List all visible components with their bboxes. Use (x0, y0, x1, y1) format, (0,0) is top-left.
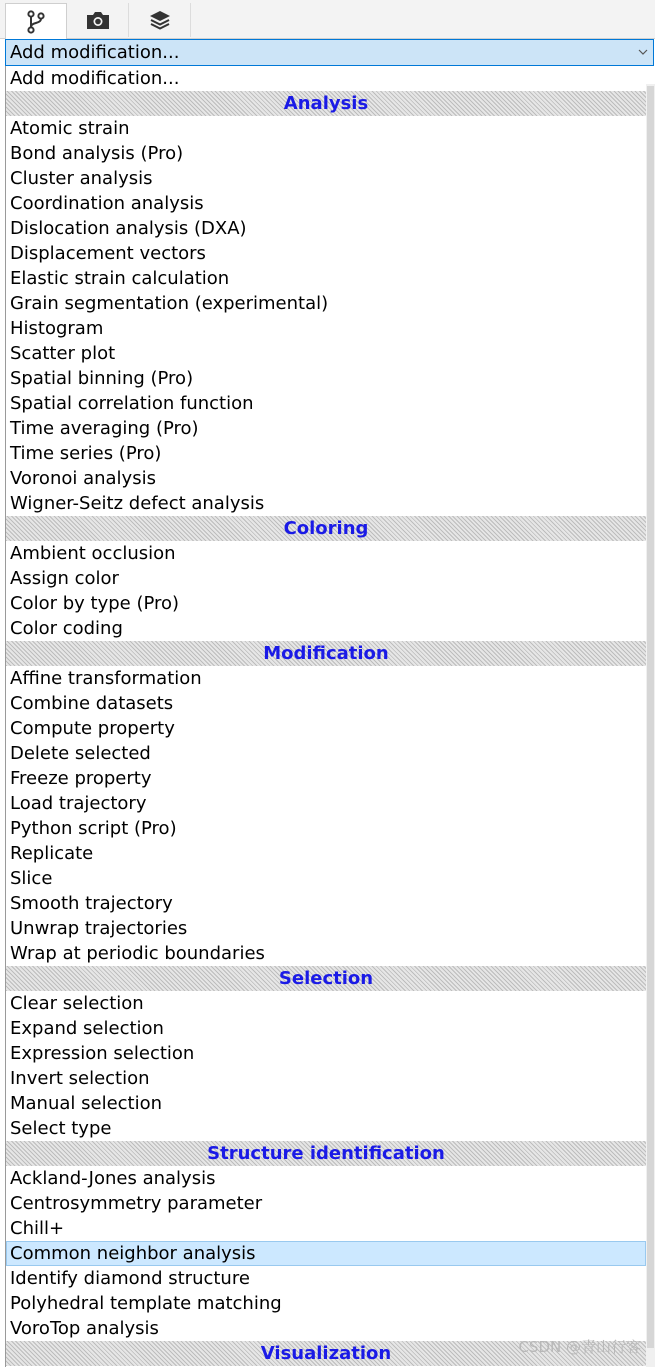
list-item[interactable]: Dislocation analysis (DXA) (10, 218, 247, 239)
list-item[interactable]: Spatial correlation function (10, 393, 254, 414)
list-item[interactable]: Grain segmentation (experimental) (10, 293, 329, 314)
list-item[interactable]: Elastic strain calculation (10, 268, 230, 289)
list-item[interactable]: VoroTop analysis (10, 1318, 159, 1339)
list-item[interactable]: Slice (10, 868, 53, 889)
list-item[interactable]: Time averaging (Pro) (10, 418, 199, 439)
list-item[interactable]: Color coding (10, 618, 123, 639)
list-item[interactable]: Ambient occlusion (10, 543, 176, 564)
tab-layers[interactable] (129, 3, 191, 37)
list-item[interactable]: Voronoi analysis (10, 468, 156, 489)
section-header: Coloring (6, 516, 646, 541)
list-item[interactable]: Polyhedral template matching (10, 1293, 282, 1314)
list-item[interactable]: Common neighbor analysis (6, 1241, 646, 1266)
list-item[interactable]: Replicate (10, 843, 94, 864)
scrollbar-thumb[interactable] (647, 86, 654, 1348)
list-item[interactable]: Select type (10, 1118, 112, 1139)
list-item[interactable]: Scatter plot (10, 343, 116, 364)
list-item[interactable]: Python script (Pro) (10, 818, 177, 839)
chevron-down-icon[interactable] (637, 46, 649, 58)
list-item[interactable]: Cluster analysis (10, 168, 153, 189)
add-modification-combobox[interactable] (5, 39, 654, 66)
section-header: Structure identification (6, 1141, 646, 1166)
list-item[interactable]: Expression selection (10, 1043, 195, 1064)
modifier-list (6, 66, 646, 1366)
modifier-dropdown-list[interactable] (5, 66, 655, 1367)
list-item[interactable]: Bond analysis (Pro) (10, 143, 184, 164)
list-item[interactable]: Histogram (10, 318, 104, 339)
list-item[interactable]: Expand selection (10, 1018, 164, 1039)
list-item[interactable]: Manual selection (10, 1093, 163, 1114)
tab-strip (0, 0, 655, 39)
list-item[interactable]: Load trajectory (10, 793, 147, 814)
list-item[interactable]: Compute property (10, 718, 175, 739)
list-item[interactable]: Freeze property (10, 768, 152, 789)
list-item[interactable]: Coordination analysis (10, 193, 204, 214)
section-header: Selection (6, 966, 646, 991)
list-item[interactable]: Chill+ (10, 1218, 65, 1239)
list-item[interactable]: Identify diamond structure (10, 1268, 250, 1289)
camera-icon (85, 9, 111, 31)
tab-pipeline[interactable] (5, 3, 67, 39)
list-item[interactable]: Delete selected (10, 743, 151, 764)
list-item[interactable]: Add modification... (10, 68, 180, 89)
list-item[interactable]: Assign color (10, 568, 119, 589)
list-item[interactable]: Invert selection (10, 1068, 150, 1089)
list-item[interactable]: Atomic strain (10, 118, 130, 139)
list-item[interactable]: Displacement vectors (10, 243, 206, 264)
tab-render[interactable] (67, 3, 129, 37)
list-item[interactable]: Smooth trajectory (10, 893, 173, 914)
list-item[interactable]: Centrosymmetry parameter (10, 1193, 263, 1214)
list-item[interactable]: Wrap at periodic boundaries (10, 943, 265, 964)
list-item[interactable]: Time series (Pro) (10, 443, 162, 464)
list-item[interactable]: Ackland-Jones analysis (10, 1168, 216, 1189)
list-item[interactable]: Combine datasets (10, 693, 174, 714)
combobox-value: Add modification... (10, 42, 180, 63)
list-item[interactable]: Affine transformation (10, 668, 202, 689)
list-item[interactable]: Spatial binning (Pro) (10, 368, 194, 389)
list-item[interactable]: Color by type (Pro) (10, 593, 180, 614)
pipeline-branch-icon (25, 10, 47, 34)
section-header: Modification (6, 641, 646, 666)
list-item[interactable]: Unwrap trajectories (10, 918, 188, 939)
watermark: CSDN @青山行客 (518, 1338, 641, 1356)
section-header: Visualization (6, 1341, 646, 1366)
list-item[interactable]: Clear selection (10, 993, 144, 1014)
list-item[interactable]: Wigner-Seitz defect analysis (10, 493, 265, 514)
layers-icon (148, 9, 172, 31)
section-header: Analysis (6, 91, 646, 116)
